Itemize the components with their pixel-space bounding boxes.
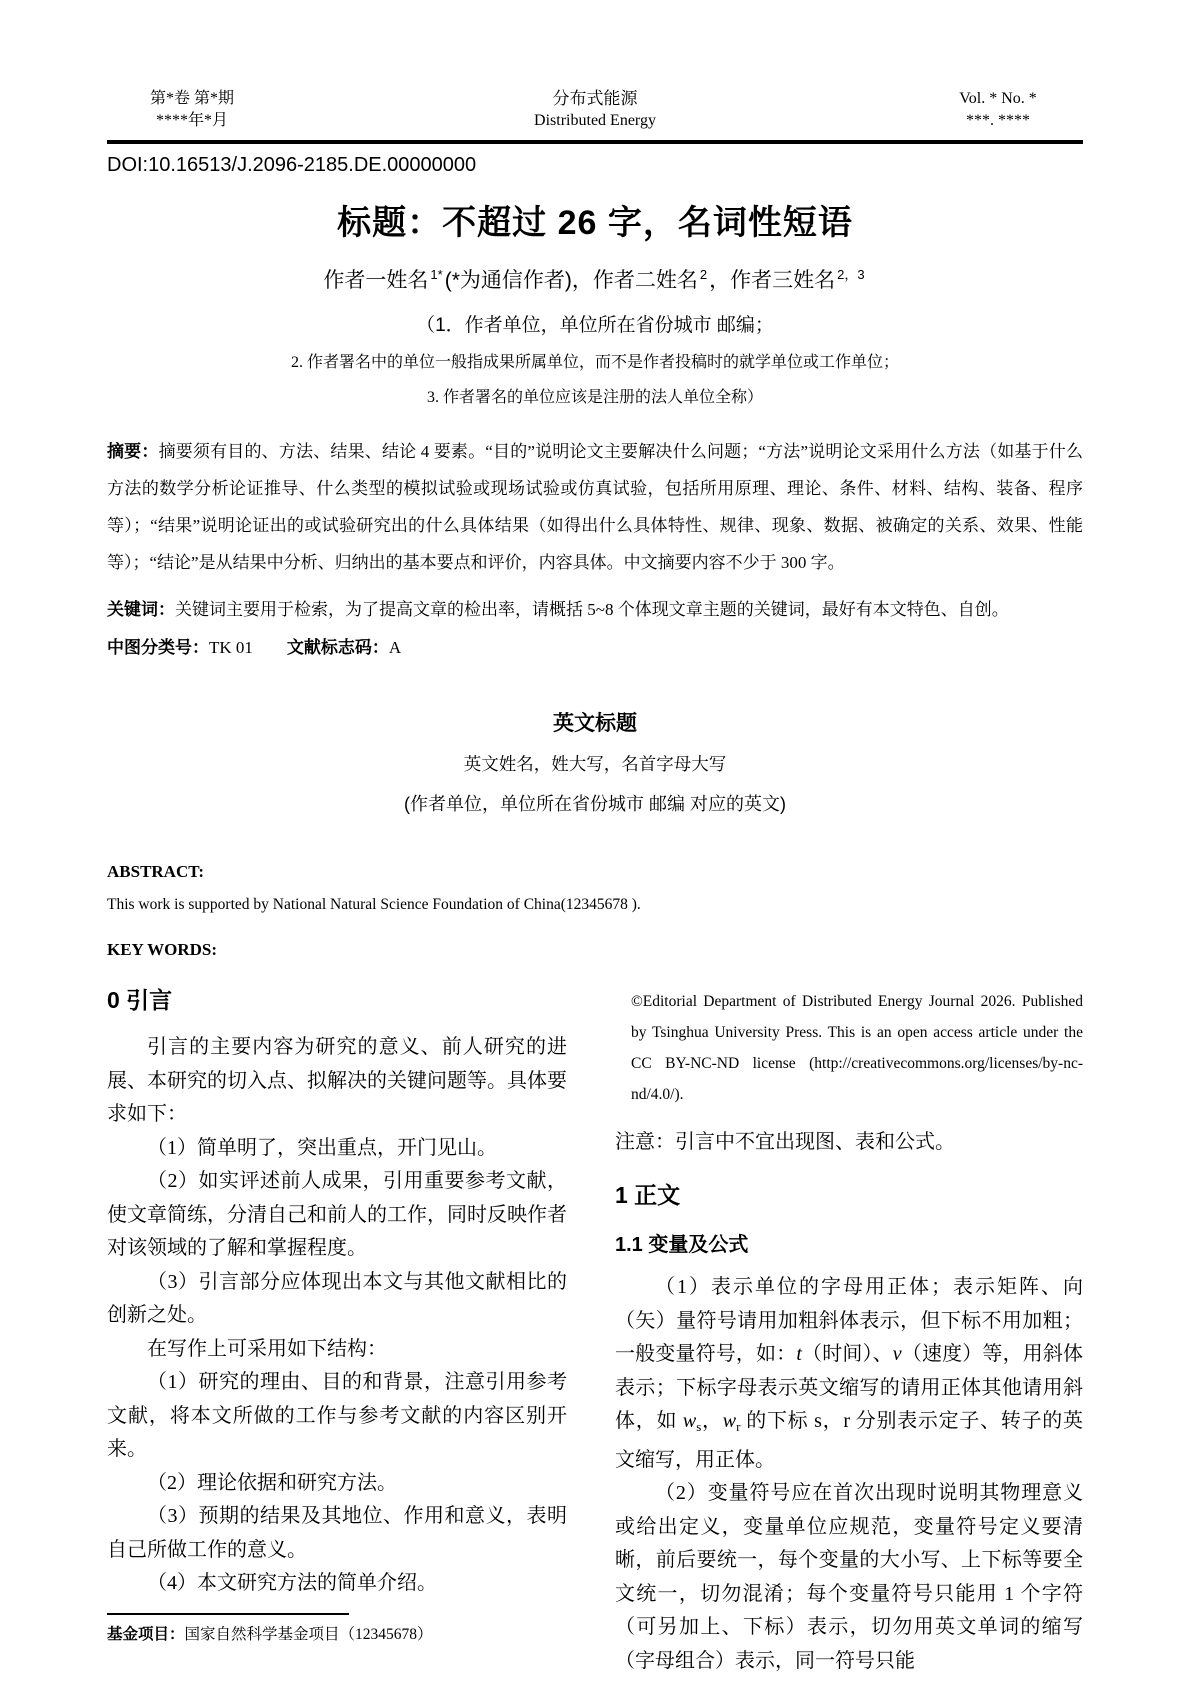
classification-line — [107, 635, 1083, 661]
variables-paragraph-2: （2）变量符号应在首次出现时说明其物理意义或给出定义，变量单位应规范，变量符号定义要清晰，前后要统一，每个变量的大小写、上下标等要全文统一，切勿混淆；每个变量符号只能用 1 个字符（可另加上、下标）表示，切勿用英文单词的缩写（字母组合）表示，同一符号只能 — [615, 1482, 1083, 1672]
abstract-text: 摘要须有目的、方法、结果、结论 4 要素。“目的”说明论文主要解决什么问题；“方法”说明论文采用什么方法（如基于什么方法的数学分析论证推导、什么类型的模拟试验或现场试验或仿真试验，包括所用原理、理论、条件、材料、结构、装备、程序等）；“结果”说明论证出的或试验研究出的什么具体结果（如得出什么具体特性、规律、现象、数据、被确定的关系、效果、性能等）；“结论”是从结果中分析、归纳出的基本要点和评价，内容具体。中文摘要内容不少于 300 字。 — [107, 442, 1083, 572]
english-title: 英文标题 — [553, 711, 637, 735]
variables-text-1: （1）表示单位的字母用正体；表示矩阵、向（矢）量符号请用加粗斜体表示，但下标不用加粗；一般变量符号，如： — [615, 1276, 1083, 1365]
keywords-en-label: KEY WORDS: — [107, 940, 218, 959]
volume-info — [913, 88, 1083, 132]
issue-date: ****年*月 — [155, 112, 228, 129]
variables-text-4: ， — [701, 1410, 723, 1432]
two-column-body — [107, 982, 1083, 1678]
journal-header — [107, 88, 1083, 144]
funding-text: 国家自然科学基金项目（12345678） — [184, 1625, 433, 1643]
variable-w2: w — [722, 1410, 737, 1432]
keywords-label: 关键词： — [107, 600, 175, 619]
intro-point-3: （3）引言部分应体现出本文与其他文献相比的创新之处。 — [107, 1270, 567, 1326]
volume-date: ***. **** — [966, 112, 1030, 129]
doi-line: DOI:10.16513/J.2096-2185.DE.00000000 — [107, 154, 477, 176]
section-1-1-heading: 1.1 变量及公式 — [615, 1234, 749, 1256]
issue-volume: 第*卷 第*期 — [149, 90, 234, 107]
variables-text-5: 的下标 s，r 分别表示定子、转子的英文缩写，用正体。 — [615, 1410, 1084, 1471]
corresponding-note-and-author-2: (*为通信作者)，作者二姓名 — [444, 269, 698, 292]
subscript-r: r — [736, 1419, 741, 1434]
journal-name-en: Distributed Energy — [534, 112, 656, 129]
variable-w1: w — [682, 1410, 697, 1432]
clc-label: 中图分类号： — [107, 638, 209, 657]
affiliation-1: （1．作者单位，单位所在省份城市 邮编； — [416, 315, 774, 336]
structure-point-4: （4）本文研究方法的简单介绍。 — [147, 1572, 437, 1594]
intro-paragraph: 引言的主要内容为研究的意义、前人研究的进展、本研究的切入点、拟解决的关键问题等。具体要求如下： — [107, 1036, 567, 1125]
author-3-affil-mark: 2，3 — [837, 267, 865, 282]
keywords-text: 关键词主要用于检索，为了提高文章的检出率，请概括 5~8 个体现文章主题的关键词，最好有本文特色、自创。 — [175, 600, 1009, 619]
funding-footnote — [107, 1623, 567, 1647]
intro-point-2: （2）如实评述前人成果，引用重要参考文献，使文章简练，分清自己和前人的工作，同时反映作者对该领域的了解和掌握程度。 — [107, 1170, 567, 1259]
variables-text-2: （时间）、 — [801, 1343, 893, 1365]
doc-code-label: 文献标志码： — [286, 638, 389, 657]
article-title: 标题：不超过 26 字，名词性短语 — [337, 204, 853, 242]
abstract-paragraph — [107, 433, 1083, 581]
right-column — [615, 982, 1083, 1678]
copyright-notice: ©Editorial Department of Distributed Energy Journal 2026. Published by Tsinghua University Press. This is an open access article under the CC BY-NC-ND license (http://creativecommons.org/licenses/by-nc-nd/4.0/). — [631, 993, 1083, 1103]
structure-lead: 在写作上可采用如下结构： — [147, 1337, 387, 1360]
section-0-heading: 0 引言 — [107, 987, 173, 1013]
abstract-en-label: ABSTRACT: — [107, 862, 204, 881]
author-1: 作者一姓名 — [323, 269, 429, 292]
author-line — [107, 264, 1083, 294]
variable-t: t — [796, 1343, 802, 1365]
left-column — [107, 982, 567, 1678]
doc-code-value: A — [388, 638, 402, 657]
funding-label: 基金项目： — [107, 1625, 185, 1643]
structure-point-2: （2）理论依据和研究方法。 — [147, 1471, 397, 1494]
clc-value: TK 01 — [209, 638, 253, 657]
intro-note: 注意：引言中不宜出现图、表和公式。 — [615, 1131, 955, 1153]
issue-info — [107, 88, 277, 132]
variables-text-3: （速度）等，用斜体表示；下标字母表示英文缩写的请用正体其他请用斜体，如 — [615, 1343, 1084, 1432]
author-2-affil-mark: 2 — [699, 267, 708, 282]
volume-number: Vol. * No. * — [959, 90, 1037, 107]
affiliation-2: 2. 作者署名中的单位一般指成果所属单位，而不是作者投稿时的就学单位或工作单位； — [290, 354, 899, 371]
funding-support-en: This work is supported by National Natural Science Foundation of China(12345678 ). — [107, 896, 641, 913]
english-affiliation: (作者单位，单位所在省份城市 邮编 对应的英文) — [404, 794, 786, 814]
structure-point-3: （3）预期的结果及其地位、作用和意义，表明自己所做工作的意义。 — [107, 1505, 567, 1561]
english-authors: 英文姓名，姓大写，名首字母大写 — [463, 754, 727, 774]
section-1-heading: 1 正文 — [615, 1182, 681, 1208]
structure-point-1: （1）研究的理由、目的和背景，注意引用参考文献，将本文所做的工作与参考文献的内容区别开来。 — [107, 1371, 567, 1460]
journal-name — [277, 88, 913, 132]
journal-name-cn: 分布式能源 — [552, 89, 638, 108]
footnote-divider — [107, 1613, 349, 1615]
intro-point-1: （1）简单明了，突出重点，开门见山。 — [147, 1136, 497, 1159]
affiliation-3: 3. 作者署名的单位应该是注册的法人单位全称） — [426, 389, 763, 406]
subscript-s: s — [696, 1419, 702, 1434]
variable-v: v — [892, 1343, 902, 1365]
author-3: ，作者三姓名 — [709, 269, 836, 292]
keywords-line — [107, 595, 1083, 625]
abstract-label: 摘要： — [107, 442, 159, 461]
author-1-affil-mark: 1* — [430, 267, 443, 282]
variables-paragraph-1 — [615, 1271, 1083, 1477]
